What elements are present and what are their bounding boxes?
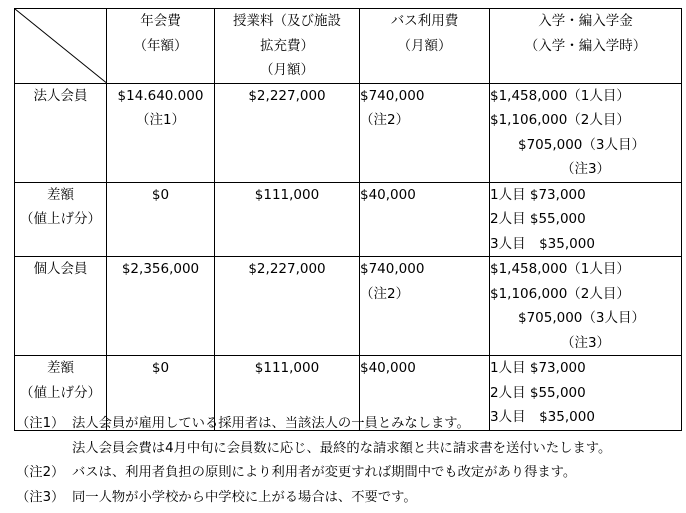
bus-fee-cell: $740,000 （注2） xyxy=(360,257,490,356)
table-row-individual xyxy=(15,257,682,356)
table-row-corporate xyxy=(15,83,682,182)
corner-cell xyxy=(15,9,107,84)
row-label: 個人会員 xyxy=(15,257,107,356)
diagonal-line xyxy=(15,9,106,83)
entry-fee-cell: 1人目 $73,000 2人目 $55,000 3人目 $35,000 xyxy=(490,356,682,431)
bus-fee-cell: $740,000 （注2） xyxy=(360,83,490,182)
annual-fee-cell: $0 xyxy=(107,356,215,431)
row-label: 差額 （値上げ分） xyxy=(15,356,107,431)
note-3 xyxy=(16,486,680,511)
row-label: 差額 （値上げ分） xyxy=(15,182,107,257)
bus-fee-cell: $40,000 xyxy=(360,356,490,431)
header-entry-fee: 入学・編入学金 （入学・編入学時） xyxy=(490,9,682,84)
note-text: 同一人物が小学校から中学校に上がる場合は、不要です。 xyxy=(72,489,417,505)
entry-fee-cell: $1,458,000（1人目） $1,106,000（2人目） $705,000（3人目） （注3） xyxy=(490,83,682,182)
note-1-continued: 法人会員会費は4月中旬に会員数に応じ、最終的な請求額と共に請求書を送付いたします。 xyxy=(72,440,612,456)
tuition-cell: $111,000 xyxy=(215,182,360,257)
note-mark: （注3） xyxy=(16,489,65,505)
note-text: バスは、利用者負担の原則により利用者が変更すれば期間中でも改定があり得ます。 xyxy=(72,465,577,480)
note-2 xyxy=(16,461,680,486)
header-tuition: 授業料（及び施設 拡充費） （月額） xyxy=(215,9,360,84)
note-mark: （注1） xyxy=(16,416,65,431)
annual-fee-cell: $2,356,000 xyxy=(107,257,215,356)
table-row-difference xyxy=(15,182,682,257)
note-mark: （注2） xyxy=(16,465,65,480)
row-label: 法人会員 xyxy=(15,83,107,182)
note-1 xyxy=(16,412,680,437)
annual-fee-cell: $14.640.000 （注1） xyxy=(107,83,215,182)
bus-fee-cell: $40,000 xyxy=(360,182,490,257)
entry-fee-cell: 1人目 $73,000 2人目 $55,000 3人目 $35,000 xyxy=(490,182,682,257)
fee-table xyxy=(14,8,682,431)
tuition-cell: $2,227,000 xyxy=(215,83,360,182)
note-text: 法人会員が雇用している採用者は、当該法人の一員とみなします。 xyxy=(72,416,470,431)
footnotes xyxy=(16,412,680,510)
annual-fee-cell: $0 xyxy=(107,182,215,257)
header-annual-fee: 年会費 （年額） xyxy=(107,9,215,84)
header-bus-fee: バス利用費 （月額） xyxy=(360,9,490,84)
header-row xyxy=(15,9,682,84)
entry-fee-cell: $1,458,000（1人目） $1,106,000（2人目） $705,000（3人目） （注3） xyxy=(490,257,682,356)
tuition-cell: $111,000 xyxy=(215,356,360,431)
tuition-cell: $2,227,000 xyxy=(215,257,360,356)
